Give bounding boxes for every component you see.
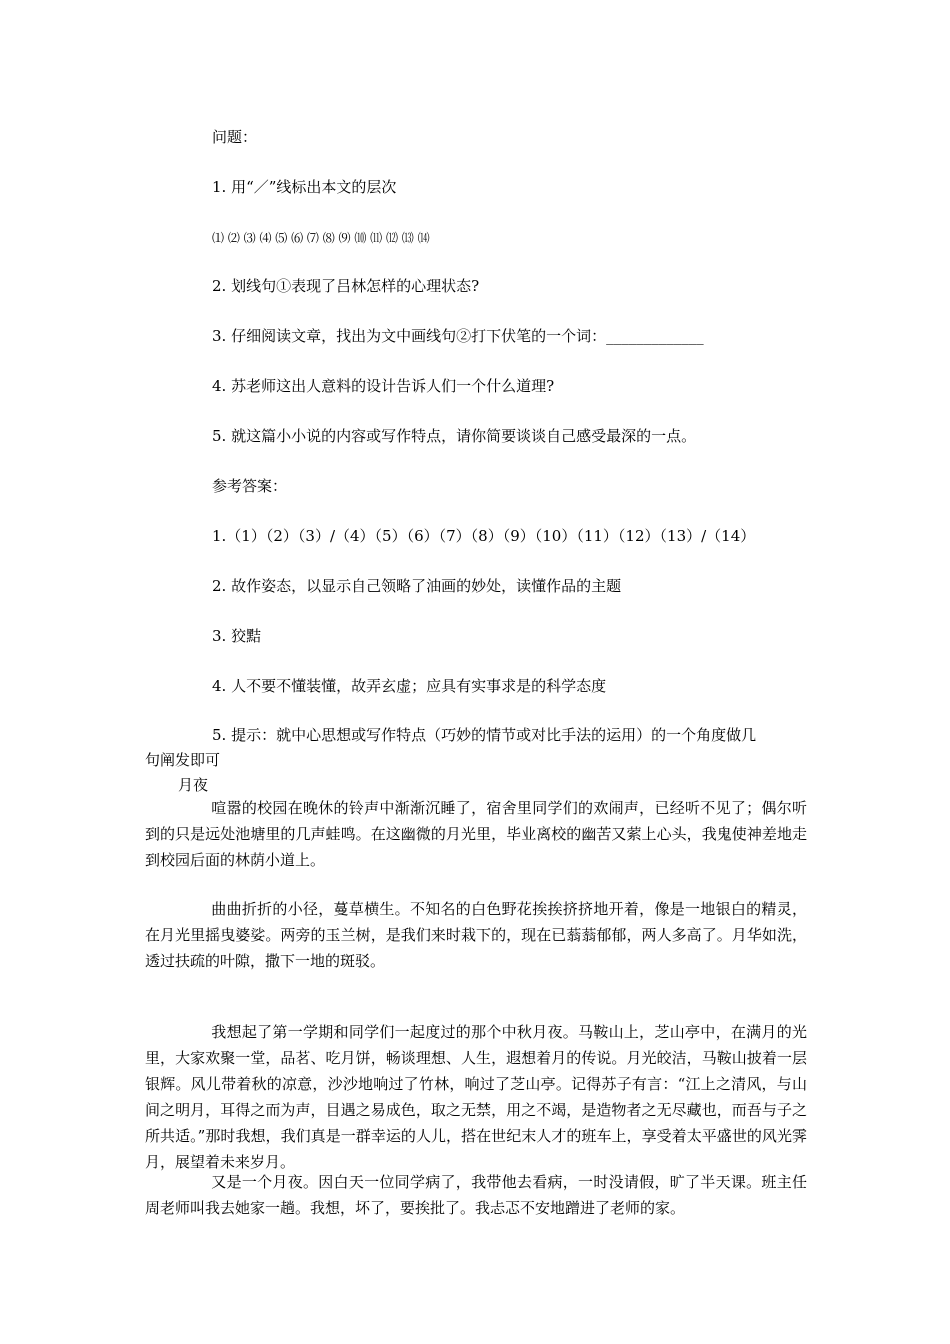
- essay-paragraph-3-text: 我想起了第一学期和同学们一起度过的那个中秋月夜。马鞍山上，芝山亭中，在满月的光里，大家欢聚一堂，品茗、吃月饼，畅谈理想、人生，遐想着月的传说。月光皎洁，马鞍山披着一层银辉。风儿带着秋的凉意，沙沙地响过了竹林，响过了芝山亭。记得苏子有言：“江上之清风，与山间之明月，耳得之而为声，目遇之易成色，取之无禁，用之不竭，是造物者之无尽藏也，而吾与子之所共适。”那时我想，我们真是一群幸运的人儿，搭在世纪末人才的班车上，享受着太平盛世的风光霁月，展望着未来岁月。: [145, 1023, 807, 1171]
- answers-heading: 参考答案：: [212, 477, 288, 495]
- essay-title: 月夜: [178, 776, 209, 794]
- essay-paragraph-2-text: 曲曲折折的小径，蔓草横生。不知名的白色野花挨挨挤挤地开着，像是一地银白的精灵，在月光里摇曳婆娑。两旁的玉兰树，是我们来时栽下的，现在已蓊蓊郁郁，两人多高了。月华如洗，透过扶疏的叶隙，撒下一地的斑驳。: [145, 900, 807, 970]
- answer-2: 2. 故作姿态，以显示自己领略了油画的妙处，读懂作品的主题: [212, 577, 622, 595]
- question-1: 1. 用“／”线标出本文的层次: [212, 178, 397, 196]
- answer-1: 1.（1）（2）（3）/（4）（5）（6）（7）（8）（9）（10）（11）（12）（13）/（14）: [212, 527, 756, 545]
- questions-heading: 问题：: [212, 128, 258, 146]
- answer-5-line-1: 5. 提示：就中心思想或写作特点（巧妙的情节或对比手法的运用）的一个角度做几: [212, 726, 757, 744]
- question-5: 5. 就这篇小小说的内容或写作特点，请你简要谈谈自己感受最深的一点。: [212, 427, 697, 445]
- essay-paragraph-1: [145, 795, 807, 873]
- answer-5-line-2: 句阐发即可: [145, 751, 221, 769]
- answer-3: 3. 狡黠: [212, 627, 262, 645]
- essay-paragraph-1-text: 喧嚣的校园在晚休的铃声中渐渐沉睡了，宿舍里同学们的欢闹声，已经听不见了；偶尔听到的只是远处池塘里的几声蛙鸣。在这幽微的月光里，毕业离校的幽苦又萦上心头，我鬼使神差地走到校园后面的林荫小道上。: [145, 799, 807, 869]
- essay-paragraph-4-text: 又是一个月夜。因白天一位同学病了，我带他去看病，一时没请假，旷了半天课。班主任周老师叫我去她家一趟。我想，坏了，要挨批了。我忐忑不安地蹭进了老师的家。: [145, 1173, 807, 1217]
- essay-paragraph-3: [145, 1019, 807, 1175]
- essay-paragraph-4: [145, 1169, 807, 1221]
- question-2: 2. 划线句①表现了吕林怎样的心理状态?: [212, 277, 480, 295]
- question-4: 4. 苏老师这出人意料的设计告诉人们一个什么道理?: [212, 377, 555, 395]
- essay-paragraph-2: [145, 896, 807, 974]
- question-1-numbers: ⑴ ⑵ ⑶ ⑷ ⑸ ⑹ ⑺ ⑻ ⑼ ⑽ ⑾ ⑿ ⒀ ⒁: [212, 231, 430, 245]
- question-3: 3. 仔细阅读文章，找出为文中画线句②打下伏笔的一个词：_____________: [212, 327, 704, 345]
- answer-4: 4. 人不要不懂装懂，故弄玄虚；应具有实事求是的科学态度: [212, 677, 607, 695]
